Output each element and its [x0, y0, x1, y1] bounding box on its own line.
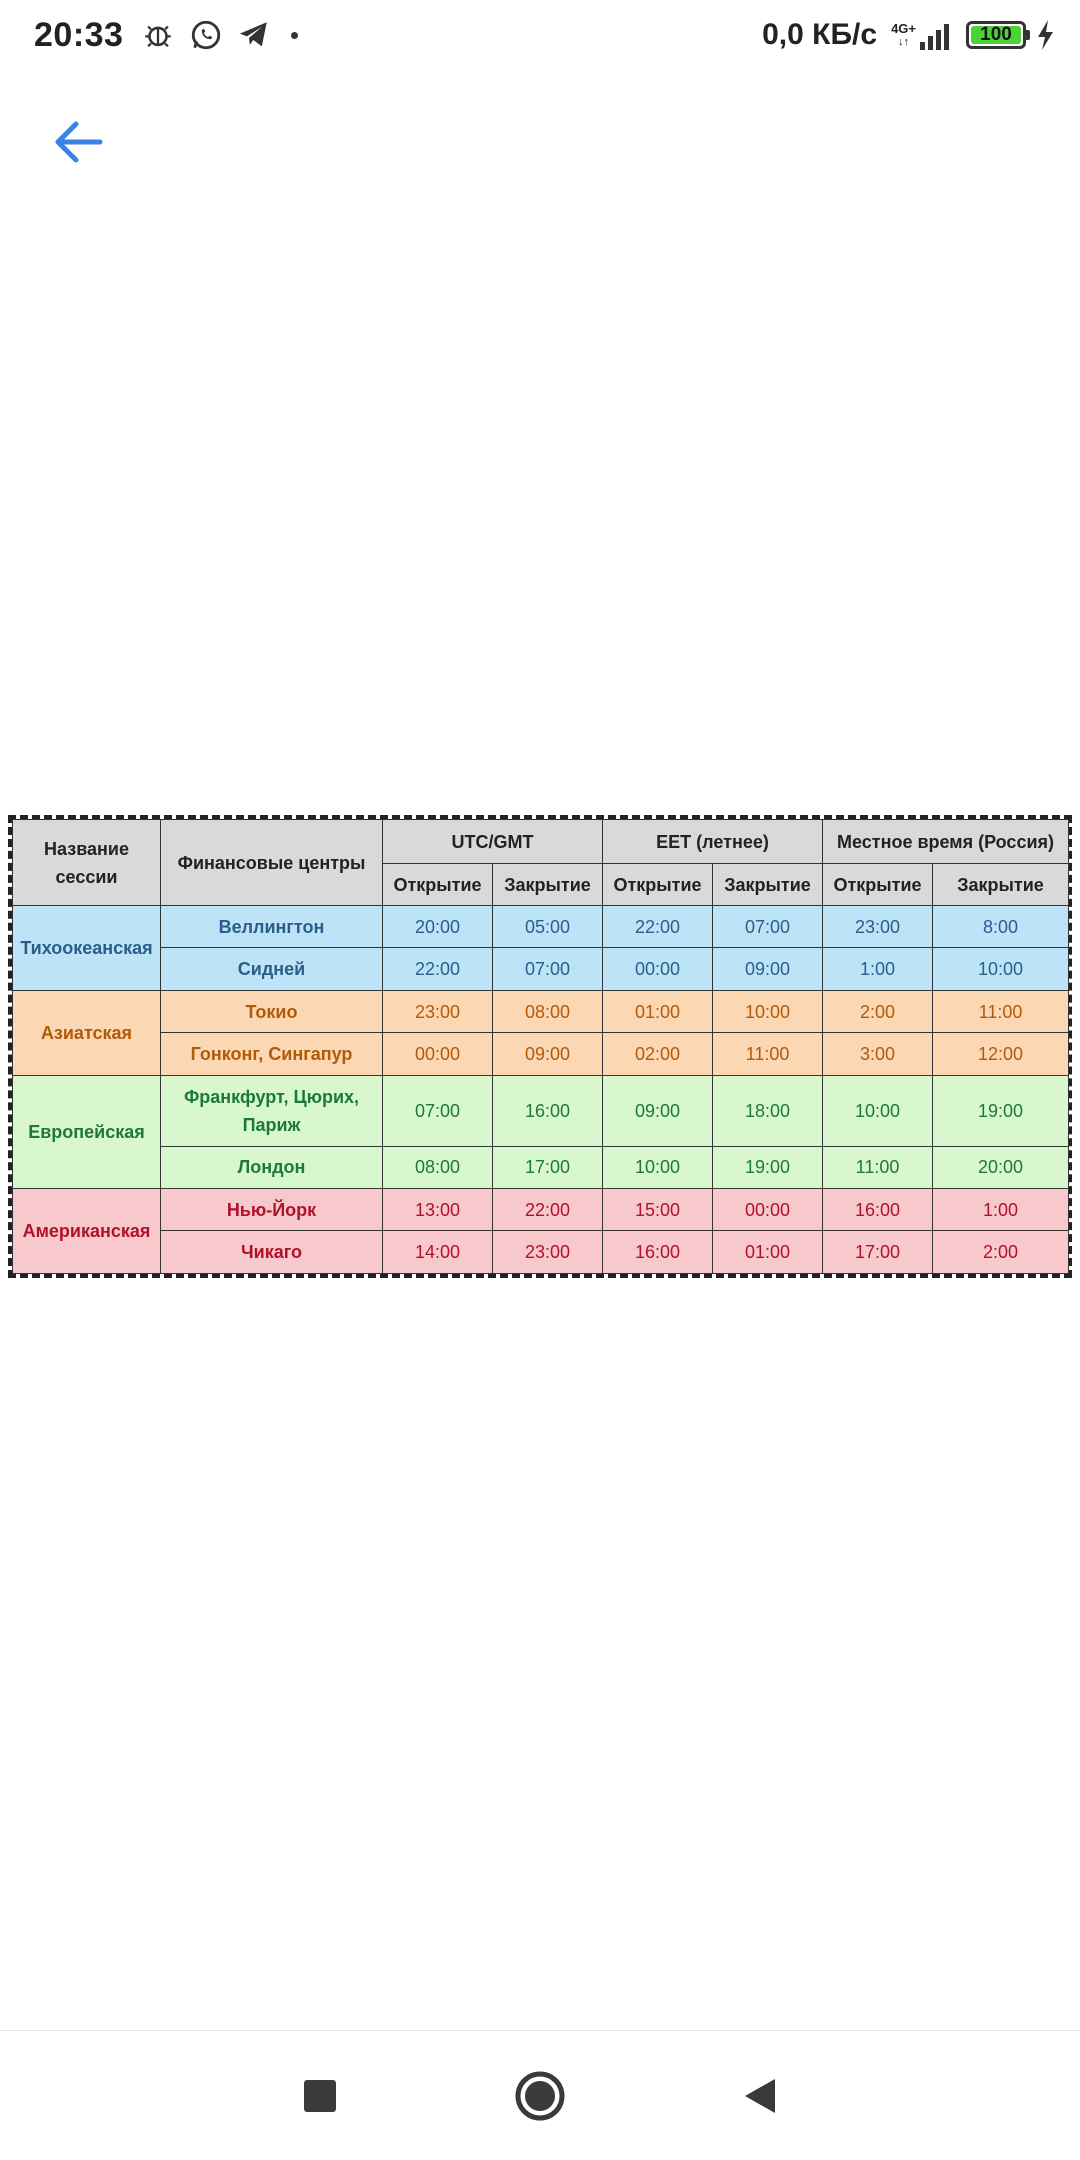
table-row: [13, 1075, 1069, 1146]
header-eet: EET (летнее): [603, 820, 823, 864]
local-open: 23:00: [823, 906, 933, 948]
header-eet-close: Закрытие: [713, 864, 823, 906]
clock: 20:33: [34, 15, 124, 54]
utc-open: 14:00: [383, 1231, 493, 1274]
header-session-name: Название сессии: [13, 820, 161, 906]
local-close: 12:00: [933, 1033, 1069, 1075]
header-local-open: Открытие: [823, 864, 933, 906]
trading-sessions-table: [8, 815, 1072, 1278]
local-open: 3:00: [823, 1033, 933, 1075]
header-utc-close: Закрытие: [493, 864, 603, 906]
utc-close: 23:00: [493, 1231, 603, 1274]
utc-open: 23:00: [383, 990, 493, 1032]
battery-icon: [966, 21, 1026, 49]
status-bar-right: [762, 18, 1056, 52]
local-close: 19:00: [933, 1075, 1069, 1146]
local-open: 2:00: [823, 990, 933, 1032]
eet-close: 11:00: [713, 1033, 823, 1075]
utc-close: 05:00: [493, 906, 603, 948]
center-name: Лондон: [161, 1146, 383, 1188]
local-close: 8:00: [933, 906, 1069, 948]
center-name: Веллингтон: [161, 906, 383, 948]
utc-open: 07:00: [383, 1075, 493, 1146]
table-row: [13, 906, 1069, 948]
bug-icon: [141, 18, 175, 52]
local-close: 10:00: [933, 948, 1069, 990]
whatsapp-icon: [189, 18, 223, 52]
circle-home-icon: [514, 2070, 566, 2122]
header-local: Местное время (Россия): [823, 820, 1069, 864]
session-name-pacific: Тихоокеанская: [13, 906, 161, 991]
eet-close: 07:00: [713, 906, 823, 948]
battery-level: 100: [971, 26, 1021, 44]
recent-apps-button[interactable]: [260, 2046, 380, 2146]
eet-open: 10:00: [603, 1146, 713, 1188]
notification-dot-icon: [291, 32, 298, 39]
arrow-left-icon: [52, 116, 104, 168]
utc-close: 16:00: [493, 1075, 603, 1146]
eet-open: 00:00: [603, 948, 713, 990]
telegram-icon: [237, 18, 271, 52]
eet-close: 00:00: [713, 1189, 823, 1231]
local-close: 1:00: [933, 1189, 1069, 1231]
local-close: 11:00: [933, 990, 1069, 1032]
status-bar: [0, 0, 1080, 70]
sessions-table: [12, 819, 1069, 1274]
table-row: [13, 1033, 1069, 1075]
local-open: 10:00: [823, 1075, 933, 1146]
center-name: Чикаго: [161, 1231, 383, 1274]
header-utc: UTC/GMT: [383, 820, 603, 864]
eet-open: 02:00: [603, 1033, 713, 1075]
local-close: 2:00: [933, 1231, 1069, 1274]
session-name-european: Европейская: [13, 1075, 161, 1188]
table-row: [13, 1189, 1069, 1231]
center-name: Сидней: [161, 948, 383, 990]
table-row: [13, 1146, 1069, 1188]
local-open: 16:00: [823, 1189, 933, 1231]
session-name-american: Американская: [13, 1189, 161, 1274]
utc-open: 22:00: [383, 948, 493, 990]
back-button[interactable]: [46, 110, 110, 174]
utc-close: 09:00: [493, 1033, 603, 1075]
local-open: 17:00: [823, 1231, 933, 1274]
local-open: 11:00: [823, 1146, 933, 1188]
header-eet-open: Открытие: [603, 864, 713, 906]
network-type-label: 4G+: [891, 20, 916, 36]
utc-close: 17:00: [493, 1146, 603, 1188]
header-financial-centers: Финансовые центры: [161, 820, 383, 906]
center-name: Франкфурт, Цюрих, Париж: [161, 1075, 383, 1146]
eet-open: 15:00: [603, 1189, 713, 1231]
utc-open: 13:00: [383, 1189, 493, 1231]
table-row: [13, 948, 1069, 990]
home-button[interactable]: [480, 2046, 600, 2146]
header-utc-open: Открытие: [383, 864, 493, 906]
square-recent-apps-icon: [303, 2079, 337, 2113]
system-navigation-bar: [0, 2030, 1080, 2160]
utc-close: 22:00: [493, 1189, 603, 1231]
triangle-back-icon: [743, 2077, 777, 2115]
center-name: Гонконг, Сингапур: [161, 1033, 383, 1075]
eet-open: 09:00: [603, 1075, 713, 1146]
utc-open: 00:00: [383, 1033, 493, 1075]
eet-close: 09:00: [713, 948, 823, 990]
system-back-button[interactable]: [700, 2046, 820, 2146]
header-local-close: Закрытие: [933, 864, 1069, 906]
utc-open: 20:00: [383, 906, 493, 948]
eet-open: 16:00: [603, 1231, 713, 1274]
session-name-asian: Азиатская: [13, 990, 161, 1075]
table-row: [13, 990, 1069, 1032]
local-open: 1:00: [823, 948, 933, 990]
eet-close: 01:00: [713, 1231, 823, 1274]
utc-close: 08:00: [493, 990, 603, 1032]
charging-icon: [1036, 20, 1056, 50]
status-bar-left: [34, 16, 298, 55]
table-row: [13, 1231, 1069, 1274]
utc-open: 08:00: [383, 1146, 493, 1188]
eet-close: 19:00: [713, 1146, 823, 1188]
center-name: Нью-Йорк: [161, 1189, 383, 1231]
eet-open: 01:00: [603, 990, 713, 1032]
network-speed: 0,0 КБ/с: [762, 18, 878, 51]
utc-close: 07:00: [493, 948, 603, 990]
local-close: 20:00: [933, 1146, 1069, 1188]
eet-close: 18:00: [713, 1075, 823, 1146]
eet-open: 22:00: [603, 906, 713, 948]
center-name: Токио: [161, 990, 383, 1032]
network-type: 4G+ ↓↑: [891, 20, 916, 48]
eet-close: 10:00: [713, 990, 823, 1032]
signal-icon: [920, 20, 956, 50]
